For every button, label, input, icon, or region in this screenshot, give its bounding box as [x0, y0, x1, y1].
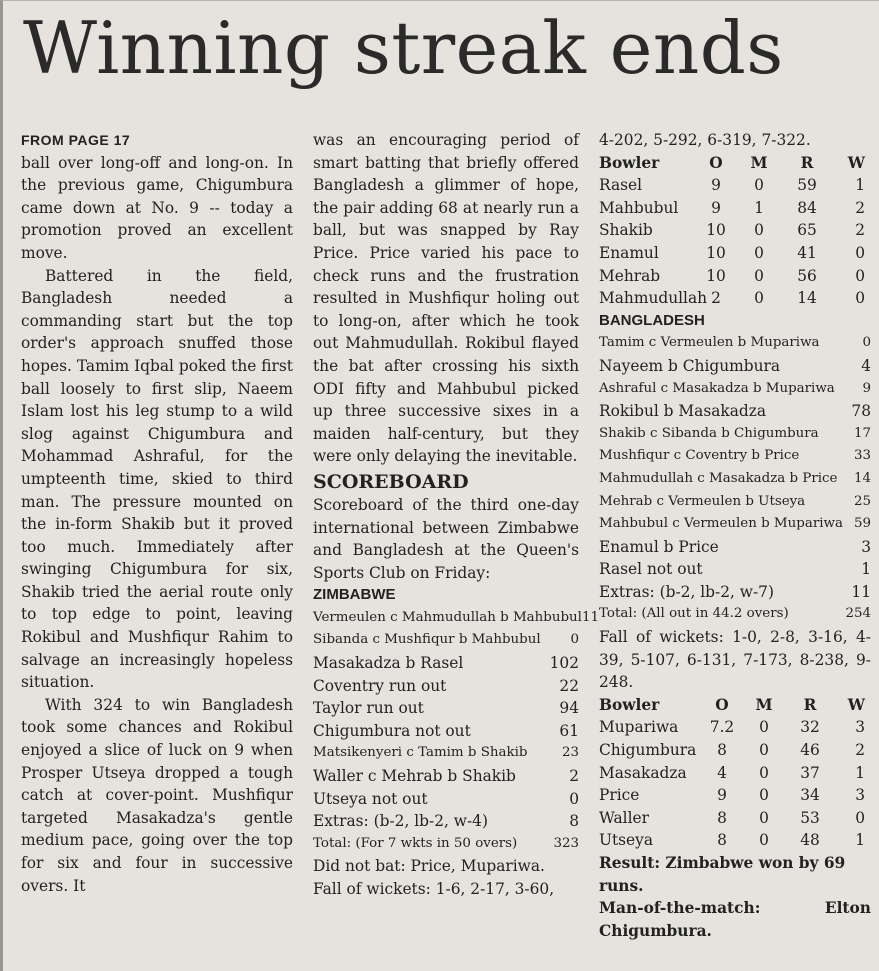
bowler-cell: 46	[800, 741, 820, 760]
bowler-cell: 10	[706, 243, 726, 262]
bowler-cell: Price	[599, 786, 640, 805]
bowling-2-header	[599, 694, 871, 717]
bowler-cell: 0	[754, 266, 764, 285]
zimbabwe-did-not-bat: Did not bat: Price, Mupariwa.	[313, 857, 545, 876]
bangladesh-batting-list	[599, 332, 871, 581]
batsman-row	[313, 675, 579, 698]
batsman-runs: 9	[862, 380, 871, 396]
batsman-dismissal: Waller c Mehrab b Shakib	[313, 767, 516, 786]
batsman-row	[313, 720, 579, 743]
batsman-dismissal: Sibanda c Mushfiqur b Mahbubul	[313, 632, 541, 648]
bowler-cell: 0	[855, 808, 865, 827]
batsman-dismissal: Mushfiqur c Coventry b Price	[599, 448, 800, 464]
bowler-cell: 2	[711, 289, 721, 308]
bowler-cell: 0	[759, 718, 769, 737]
bowling-header-cell: R	[800, 153, 814, 172]
batsman-runs: 2	[569, 767, 579, 786]
batsman-dismissal: Nayeem b Chigumbura	[599, 356, 781, 375]
bowler-row	[599, 716, 871, 739]
bowler-cell: 3	[855, 786, 865, 805]
bowler-cell: 0	[754, 221, 764, 240]
bowler-cell: 0	[754, 289, 764, 308]
batsman-runs: 1	[861, 560, 871, 579]
batsman-dismissal: Rokibul b Masakadza	[599, 402, 767, 421]
batsman-dismissal: Shakib c Sibanda b Chigumbura	[599, 425, 819, 441]
bowler-row	[599, 739, 871, 762]
bowler-cell: 1	[855, 763, 865, 782]
batsman-dismissal: Coventry run out	[313, 676, 447, 695]
bowler-cell: Mahbubul	[599, 198, 679, 217]
bowler-cell: 0	[759, 763, 769, 782]
batsman-runs: 94	[559, 699, 579, 718]
bowling-header-cell: W	[847, 695, 865, 714]
batsman-runs: 61	[559, 721, 579, 740]
zimbabwe-fall-of-wickets-part2: 4-202, 5-292, 6-319, 7-322.	[599, 131, 811, 149]
bowler-cell: Mahmudullah	[599, 289, 708, 308]
bowler-cell: 8	[717, 808, 727, 827]
bowler-cell: 9	[711, 198, 721, 217]
bangladesh-extras: Extras: (b-2, lb-2, w-7) 11	[599, 582, 871, 601]
article-paragraph: With 324 to win Bangladesh took some chances and Rokibul enjoyed a slice of luck on 9 when Prosper Utseya dropped a tough catch at cover-point. Mushfiqur targeted Masakadza's gentle medium pace, going over the top for six and four in successive overs. It	[21, 695, 293, 895]
bowler-cell: 0	[759, 808, 769, 827]
bowler-cell: Shakib	[599, 221, 653, 240]
bowler-cell: Masakadza	[599, 763, 687, 782]
bowler-cell: Chigumbura	[599, 741, 697, 760]
column-1	[21, 129, 293, 897]
batsman-row	[599, 558, 871, 581]
bowler-cell: 0	[855, 266, 865, 285]
bowler-cell: 84	[797, 198, 817, 217]
batsman-row	[599, 378, 871, 401]
bowler-cell: 9	[717, 786, 727, 805]
article-paragraph: ball over long-off and long-on. In the previous game, Chigumbura came down at No. 9 -- today a promotion proved an excellent move.	[21, 153, 293, 262]
bowler-cell: Waller	[599, 808, 649, 827]
bowler-row	[599, 807, 871, 830]
bowling-header-cell: Bowler	[599, 153, 660, 172]
batsman-runs: 22	[559, 676, 579, 695]
bowling-header-cell: W	[847, 153, 865, 172]
batsman-dismissal: Enamul b Price	[599, 537, 719, 556]
batsman-row	[313, 742, 579, 765]
bangladesh-heading: BANGLADESH	[599, 311, 705, 329]
bowler-row	[599, 197, 871, 220]
batsman-runs: 17	[853, 425, 871, 441]
bowler-cell: Mehrab	[599, 266, 661, 285]
bowler-cell: Mupariwa	[599, 718, 679, 737]
batsman-row	[599, 491, 871, 514]
batsman-row	[599, 332, 871, 355]
bowler-cell: 41	[797, 243, 817, 262]
zimbabwe-fall-of-wickets-part1: Fall of wickets: 1-6, 2-17, 3-60,	[313, 880, 555, 898]
batsman-row	[313, 652, 579, 675]
batsman-row	[313, 788, 579, 811]
zimbabwe-batting-list	[313, 607, 599, 810]
article-paragraph: Battered in the field, Bangladesh needed a commanding start but the top order's approach snuffed those hopes. Tamim Iqbal poked the first ball loosely to first slip, Naeem Islam lost his leg stump to a wild slog against Chigumbura and Mohammad Ashraful, for the umpteenth time, skied to third man. The pressure mounted on the in-form Shakib but it proved too much. Immediately after swinging Chigumbura for six, Shakib tried the aerial route only to top edge to point, leaving Rokibul and Mushfiqur Rahim to salvage an increasingly hopeless situation.	[21, 266, 293, 692]
bowler-cell: 1	[754, 198, 764, 217]
bowler-row	[599, 762, 871, 785]
bowler-cell: 0	[855, 289, 865, 308]
bowler-cell: 8	[717, 831, 727, 850]
batsman-runs: 11	[581, 609, 599, 625]
batsman-runs: 23	[561, 745, 579, 761]
batsman-row	[599, 445, 871, 468]
batsman-runs: 78	[851, 402, 871, 421]
bowler-cell: Utseya	[599, 831, 654, 850]
bowler-row	[599, 784, 871, 807]
kicker: FROM PAGE 17	[21, 132, 131, 148]
bowler-cell: 2	[855, 221, 865, 240]
batsman-runs: 14	[853, 470, 871, 486]
bowler-row	[599, 287, 871, 310]
bowling-header-cell: M	[755, 695, 773, 714]
bowler-cell: 65	[797, 221, 817, 240]
zimbabwe-extras: Extras: (b-2, lb-2, w-4) 8	[313, 812, 579, 831]
bangladesh-total: Total: (All out in 44.2 overs) 254	[599, 606, 871, 622]
bowling-header-cell: O	[715, 695, 729, 714]
zimbabwe-heading: ZIMBABWE	[313, 586, 396, 604]
bowler-cell: 10	[706, 221, 726, 240]
bowler-cell: 9	[711, 176, 721, 195]
bowler-cell: 14	[797, 289, 817, 308]
article-paragraph: was an encouraging period of smart batting that briefly offered Bangladesh a glimmer of hope, the pair adding 68 at nearly run a ball, but was snapped by Ray Price. Price varied his pace to check runs and the frustration resulted in Mushfiqur holing out to long-on, after which he took out Mahmudullah. Rokibul flayed the bat after crossing his sixth ODI fifty and Mahbubul picked up three successive sixes in a maiden half-century, but they were only delaying the inevitable.	[313, 131, 579, 466]
bowler-cell: 34	[800, 786, 820, 805]
bowler-cell: 32	[800, 718, 820, 737]
bowler-cell: 1	[855, 831, 865, 850]
bowling-1-table	[599, 174, 871, 310]
bowler-cell: 0	[759, 741, 769, 760]
zimbabwe-total: Total: (For 7 wkts in 50 overs) 323	[313, 835, 579, 851]
batsman-runs: 4	[861, 356, 871, 375]
batsman-row	[599, 423, 871, 446]
column-2	[313, 129, 599, 901]
man-of-the-match: Man-of-the-match: Elton Chigumbura.	[599, 899, 871, 940]
bangladesh-fall-of-wickets: Fall of wickets: 1-0, 2-8, 3-16, 4-39, 5-107, 6-131, 7-173, 8-238, 9-248.	[599, 628, 871, 692]
batsman-runs: 25	[853, 493, 871, 509]
bowler-cell: 10	[706, 266, 726, 285]
bowler-cell: 8	[717, 741, 727, 760]
bowler-cell: 37	[800, 763, 820, 782]
batsman-dismissal: Mahbubul c Vermeulen b Mupariwa	[599, 516, 843, 532]
batsman-runs: 33	[853, 448, 871, 464]
bowler-row	[599, 219, 871, 242]
batsman-dismissal: Taylor run out	[313, 699, 424, 718]
batsman-row	[599, 355, 871, 378]
batsman-runs: 102	[549, 654, 579, 673]
bowler-row	[599, 829, 871, 852]
scoreboard-intro: Scoreboard of the third one-day international between Zimbabwe and Bangladesh at the Queen's Sports Club on Friday:	[313, 495, 579, 582]
headline: Winning streak ends	[23, 6, 784, 90]
scoreboard-heading: SCOREBOARD	[313, 470, 469, 493]
batsman-dismissal: Vermeulen c Mahmudullah b Mahbubul	[313, 609, 582, 625]
bowler-cell: 0	[759, 831, 769, 850]
bowler-cell: 4	[717, 763, 727, 782]
batsman-row	[599, 536, 871, 559]
batsman-row	[313, 697, 579, 720]
bowler-row	[599, 174, 871, 197]
batsman-dismissal: Chigumbura not out	[313, 721, 471, 740]
bowling-header-cell: Bowler	[599, 695, 660, 714]
batsman-dismissal: Mahmudullah c Masakadza b Price	[599, 470, 838, 486]
bowler-cell: Enamul	[599, 243, 659, 262]
column-3	[599, 129, 871, 942]
batsman-row	[599, 400, 871, 423]
bowler-row	[599, 242, 871, 265]
batsman-runs: 0	[570, 632, 579, 648]
bowler-cell: 2	[855, 741, 865, 760]
batsman-row	[313, 629, 579, 652]
batsman-row	[599, 513, 871, 536]
match-result: Result: Zimbabwe won by 69 runs.	[599, 854, 846, 895]
batsman-runs: 3	[861, 537, 871, 556]
batsman-dismissal: Utseya not out	[313, 789, 428, 808]
batsman-runs: 0	[569, 789, 579, 808]
batsman-dismissal: Masakadza b Rasel	[313, 654, 464, 673]
bowler-cell: 0	[759, 786, 769, 805]
bowler-cell: 53	[800, 808, 820, 827]
batsman-runs: 0	[862, 335, 871, 351]
bowler-cell: 1	[855, 176, 865, 195]
bowler-row	[599, 265, 871, 288]
batsman-dismissal: Mehrab c Vermeulen b Utseya	[599, 493, 806, 509]
bowler-cell: Rasel	[599, 176, 643, 195]
batsman-row	[313, 765, 579, 788]
batsman-row	[599, 468, 871, 491]
bowler-cell: 3	[855, 718, 865, 737]
batsman-runs: 59	[853, 516, 871, 532]
batsman-row	[313, 607, 599, 630]
bowler-cell: 59	[797, 176, 817, 195]
bowling-1-header	[599, 152, 871, 175]
bowler-cell: 56	[797, 266, 817, 285]
bowler-cell: 0	[754, 243, 764, 262]
batsman-dismissal: Tamim c Vermeulen b Mupariwa	[599, 335, 820, 351]
batsman-dismissal: Ashraful c Masakadza b Mupariwa	[599, 380, 835, 396]
bowler-cell: 7.2	[709, 718, 735, 737]
bowler-cell: 0	[855, 243, 865, 262]
batsman-dismissal: Matsikenyeri c Tamim b Shakib	[313, 745, 528, 761]
bowler-cell: 2	[855, 198, 865, 217]
bowler-cell: 0	[754, 176, 764, 195]
bowling-2-table	[599, 716, 871, 852]
bowling-header-cell: R	[803, 695, 817, 714]
bowling-header-cell: M	[750, 153, 768, 172]
bowler-cell: 48	[800, 831, 820, 850]
batsman-dismissal: Rasel not out	[599, 560, 703, 579]
bowling-header-cell: O	[709, 153, 723, 172]
